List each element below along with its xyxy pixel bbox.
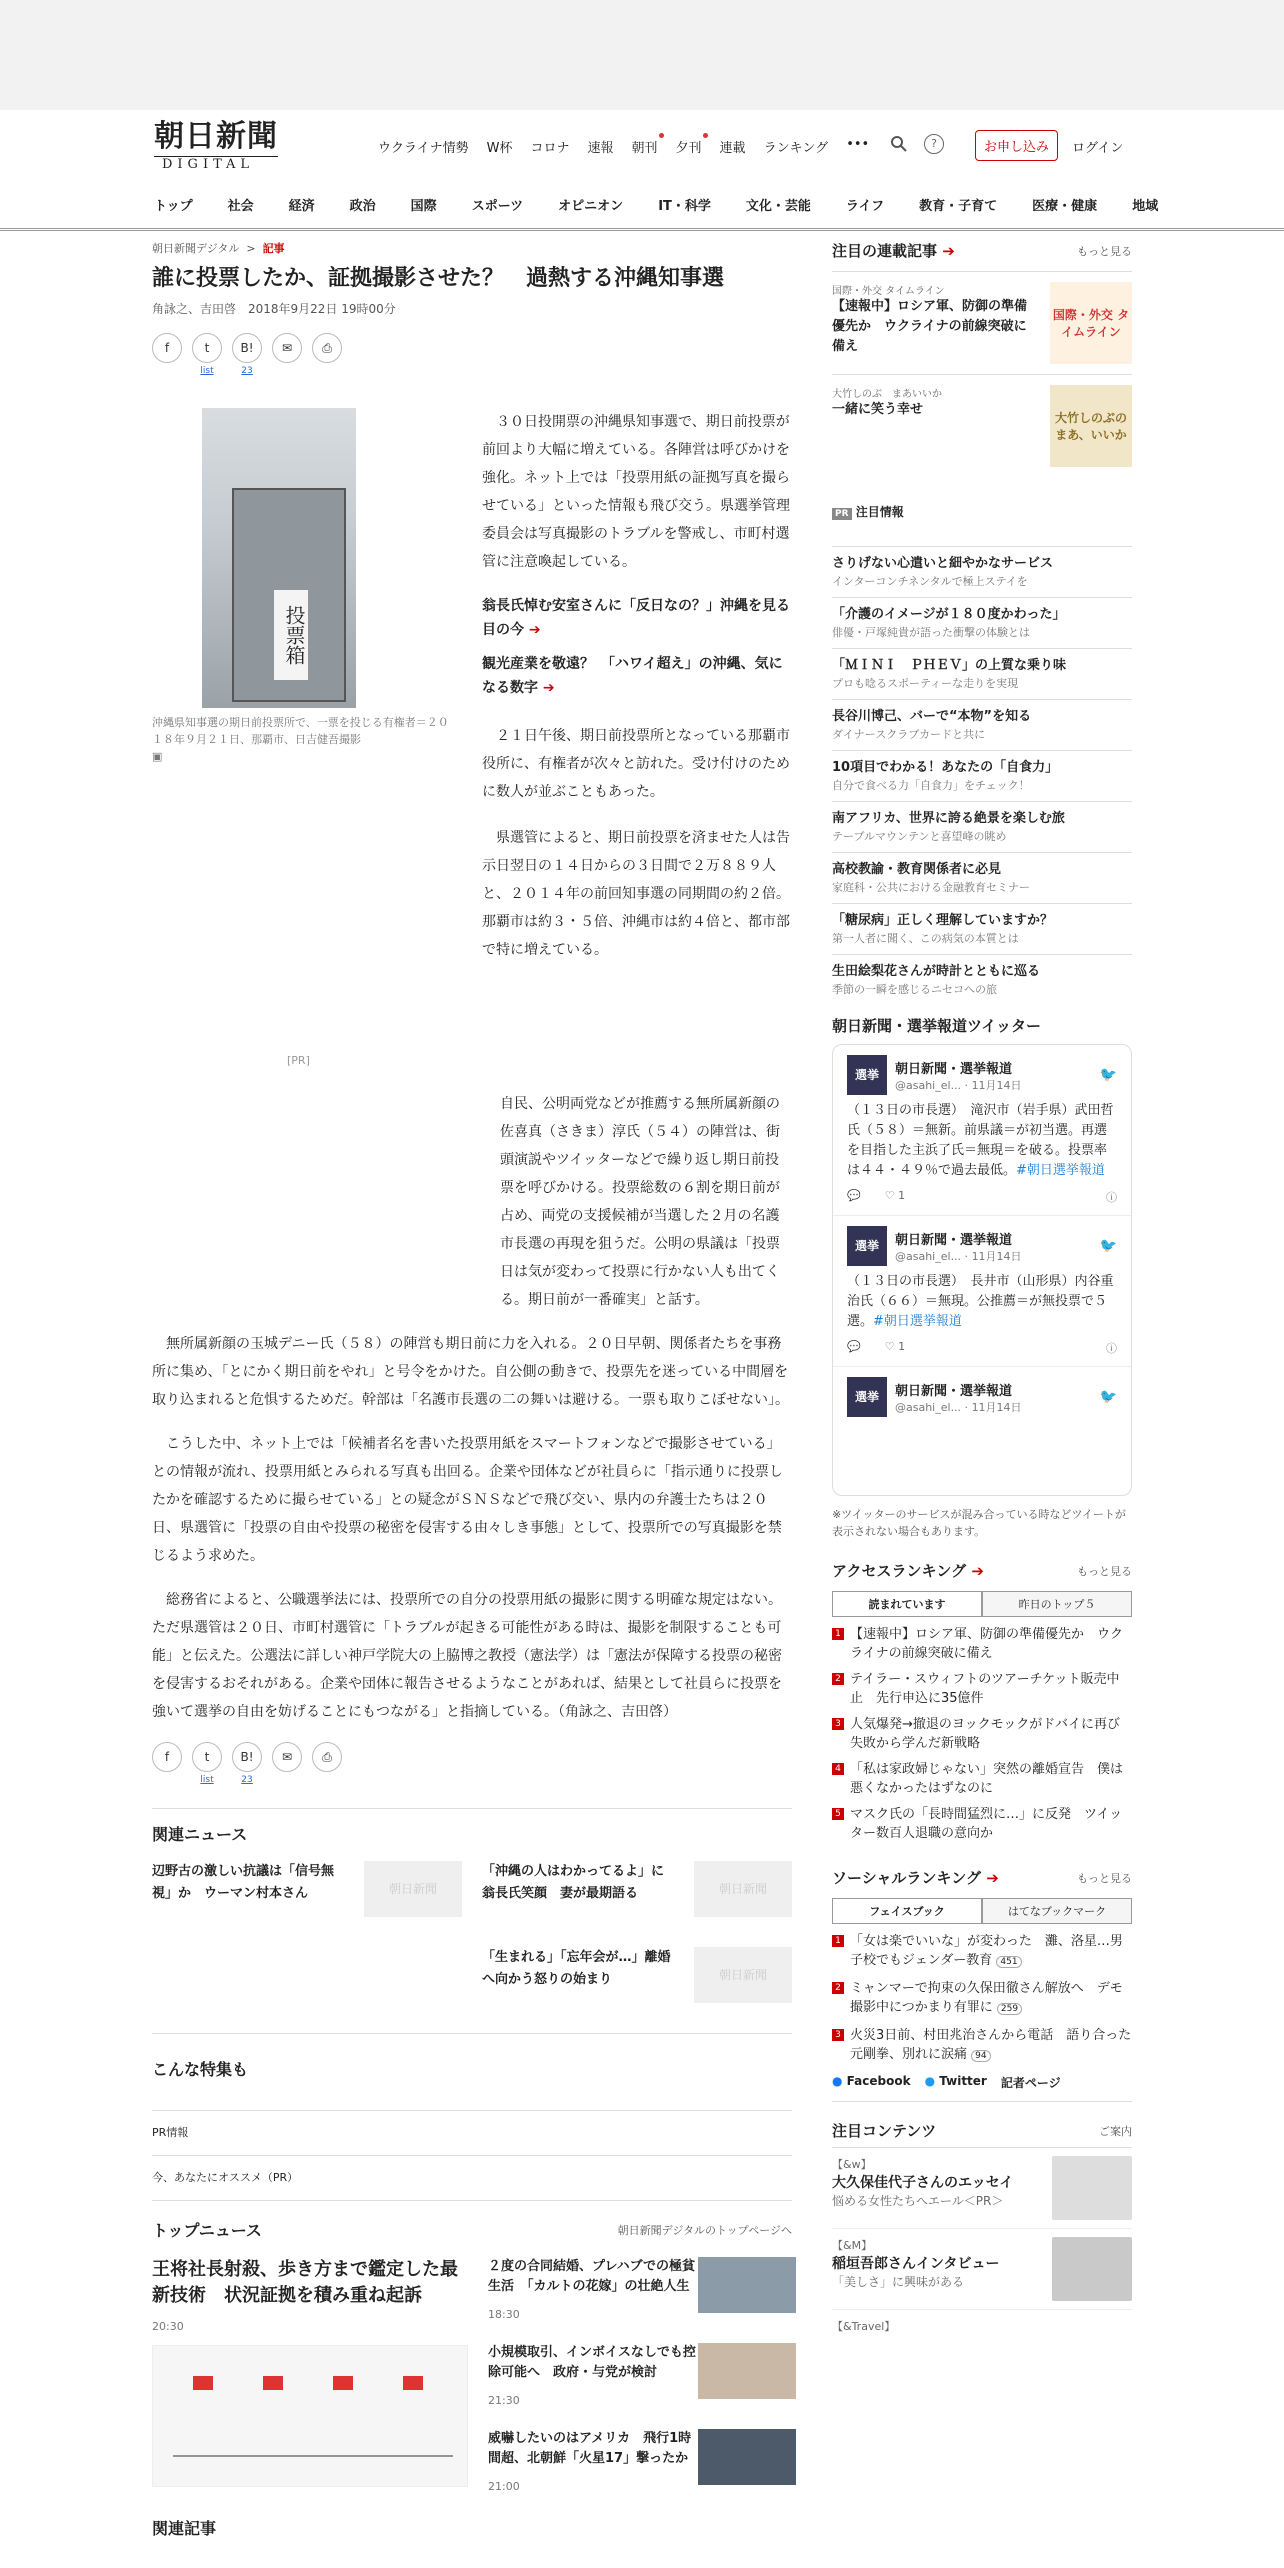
top-news-main-time: 20:30 <box>152 2320 184 2333</box>
subnav-series[interactable]: 連載 <box>719 141 746 156</box>
share-bar-top <box>152 333 812 375</box>
pr-item[interactable] <box>832 801 1132 852</box>
lead-paragraph-3: 県選管によると、期日前投票を済ませた人は告示日翌日の１４日からの３日間で２万８８９人と、２０１４年の前回知事選の同期間の約２倍。那覇市は約３・５倍、沖縄市は約４倍と、都市部で特に増えている。 <box>482 830 790 958</box>
pr-item-sub: 第一人者に聞く、この病気の本質とは <box>832 932 1019 945</box>
content-card-title: 大久保佳代子さんのエッセイ <box>832 2175 1014 2191</box>
content-card[interactable] <box>832 2148 1132 2229</box>
pr-item-title: 長谷川博己、バーで“本物”を知る <box>832 709 1032 724</box>
pr-item[interactable] <box>832 597 1132 648</box>
tweet-avatar: 選挙 <box>847 1226 887 1266</box>
like-button[interactable]: ♡ 1 <box>884 1340 906 1353</box>
ranking-item[interactable] <box>832 1805 1132 1843</box>
tweet-handle: @asahi_el... <box>895 1400 962 1414</box>
recommend-label: 今、あなたにオススメ（PR） <box>152 2155 792 2200</box>
print-icon[interactable]: ⎙ <box>312 333 342 363</box>
hatena-count[interactable]: 23 <box>241 366 253 376</box>
tweet-avatar: 選挙 <box>847 1377 887 1417</box>
top-news-list <box>488 2257 796 2501</box>
pr-item[interactable] <box>832 546 1132 597</box>
subnav-corona[interactable]: コロナ <box>530 141 570 156</box>
tweet-date: 11月14日 <box>971 1249 1022 1263</box>
top-news-thumb <box>698 2429 796 2485</box>
top-news-main-title: 王将社長射殺、歩き方まで鑑定した最新技術 状況証拠を積み重ね起訴 <box>152 2259 458 2306</box>
facebook-icon: ● <box>832 2074 843 2088</box>
mail-share-icon[interactable]: ✉ <box>272 1742 302 1772</box>
related-articles-heading: 関連記事 <box>152 2519 217 2538</box>
pr-list <box>832 546 1132 1005</box>
ranking-item-text: 【速報中】ロシア軍、防御の準備優先か ウクライナの前線突破に備え <box>850 1627 1124 1661</box>
photo-gallery-icon[interactable]: ▣ <box>152 750 163 763</box>
caption-text: 沖縄県知事選の期日前投票所で、一票を投じる有権者＝２０１８年９月２１日、那覇市、日吉健吾撮影 <box>152 716 449 746</box>
pr-title: 注目情報 <box>855 505 904 519</box>
pr-item-title: 高校教諭・教育関係者に必見 <box>832 862 1002 877</box>
nav-international[interactable]: 国際 <box>410 199 437 214</box>
top-news-title: トップニュース <box>152 2221 262 2240</box>
pr-item-title: さりげない心遣いと細やかなサービス <box>832 556 1054 571</box>
arrow-right-icon: ➔ <box>942 242 955 260</box>
social-item-text: 「女は楽でいいな」が変わった 灘、洛星…男子校でもジェンダー教育 <box>850 1934 1123 1968</box>
pr-label: [PR] <box>287 1054 310 1067</box>
pr-item-sub: 俳優・戸塚純貴が語った衝撃の体験とは <box>832 626 1030 639</box>
rank-number: 2 <box>832 1673 844 1685</box>
article-body <box>152 1090 792 2543</box>
pr-item-sub: 家庭科・公共における金融教育セミナー <box>832 881 1030 894</box>
pr-badge: PR <box>832 508 852 520</box>
facebook-link-label: Facebook <box>846 2074 911 2088</box>
serial-tag: 大竹しのぶ まあいいか <box>832 389 942 400</box>
twitter-icon: ● <box>924 2074 936 2088</box>
pr-item[interactable] <box>832 903 1132 954</box>
nav-society[interactable]: 社会 <box>227 199 254 214</box>
body-paragraph-3: こうした中、ネット上では「候補者名を書いた投票用紙をスマートフォンなどで撮影させている」との情報が流れ、投票用紙とみられる写真も出回る。企業や団体などが社員らに「指示通りに投票したかを確認するために撮らせている」との疑念がＳＮＳなどで飛び交い、県内の弁護士たちは２０日、県選管に「投票の自由や投票の秘密を侵害する由々しき事態」として、投票所での写真撮影を禁じるよう求めた。 <box>152 1436 783 1564</box>
tab-hatena[interactable]: はてなブックマーク <box>982 1898 1132 1923</box>
article-photo[interactable] <box>202 408 356 708</box>
serial-thumb: 国際・外交 タイムライン <box>1050 282 1132 364</box>
tab-most-read[interactable]: 読まれています <box>832 1591 982 1616</box>
twitter-share-icon[interactable]: t list <box>192 333 222 363</box>
nav-health[interactable]: 医療・健康 <box>1032 199 1098 214</box>
tweet-handle: @asahi_el... <box>895 1249 962 1263</box>
article-column <box>152 240 812 2538</box>
social-ranking-item[interactable] <box>832 1979 1132 2019</box>
ranking-item-text: マスク氏の「長時間猛烈に…」に反発 ツイッター数百人退職の意向か <box>850 1807 1123 1841</box>
related-news-grid <box>152 1861 792 2003</box>
print-icon[interactable]: ⎙ <box>312 1742 342 1772</box>
top-news-thumb <box>698 2257 796 2313</box>
logo-jp: 朝日新聞 <box>154 119 278 154</box>
pr-info-label: PR情報 <box>152 2110 792 2155</box>
social-tabs <box>832 1898 1132 1924</box>
pr-item-sub: テーブルマウンテンと喜望峰の眺め <box>832 830 1007 843</box>
twitter-link[interactable] <box>925 2074 987 2091</box>
content-thumb <box>1052 2156 1132 2220</box>
access-ranking-list <box>832 1625 1132 1843</box>
content-thumb <box>1052 2237 1132 2301</box>
ranking-item[interactable] <box>832 1670 1132 1708</box>
share-count: 94 <box>971 2050 990 2062</box>
tab-facebook[interactable]: フェイスブック <box>832 1898 982 1923</box>
serial-item-title: 一緒に笑う幸せ <box>832 402 924 417</box>
content-tag: 【&Travel】 <box>832 2320 896 2333</box>
site-logo[interactable] <box>154 120 278 173</box>
top-news-item-title: 小規模取引、インボイスなしでも控除可能へ 政府・与党が検討 <box>488 2345 696 2380</box>
access-tabs <box>832 1591 1132 1617</box>
article-byline: 角詠之、吉田啓 2018年9月22日 19時00分 <box>152 302 396 316</box>
pr-item-title: 生田絵梨花さんが時計とともに巡る <box>832 964 1041 979</box>
related-news-item[interactable] <box>482 1861 792 1917</box>
photo-caption <box>152 714 452 765</box>
facebook-link[interactable] <box>832 2074 911 2091</box>
tweet-avatar: 選挙 <box>847 1055 887 1095</box>
pr-item-title: 南アフリカ、世界に誇る絶景を楽しむ旅 <box>832 811 1065 826</box>
tweet-author: 朝日新聞・選挙報道 <box>895 1061 1013 1077</box>
pr-item-title: 「ＭＩＮＩ ＰＨＥＶ」の上質な乗り味 <box>832 658 1067 673</box>
infographic-image <box>152 2345 468 2487</box>
body-paragraph-4: 総務省によると、公職選挙法には、投票所での自分の投票用紙の撮影に関する明確な規定はない。ただ県選管は２０日、市町村選管に「トラブルが起きる可能性がある時は、撮影を制限することも可能」と伝えた。公選法に詳しい神戸学院大の上脇博之教授（憲法学）は「憲法が保障する投票の秘密を侵害するおそれがある。企業や団体に報告させるようなことがあれば、結果として社員らに投票を強いて選挙の自由を妨げることにもつながる」と指摘している。（角詠之、吉田啓） <box>152 1592 782 1720</box>
serial-more-link[interactable]: もっと見る <box>1077 244 1132 258</box>
pr-item-sub: 自分で食べる力「自食力」をチェック！ <box>832 779 1030 792</box>
tweet-hashtag[interactable]: #朝日選挙報道 <box>1016 1163 1105 1178</box>
body-paragraph-1: 自民、公明両党などが推薦する無所属新顔の佐喜真（さきま）淳氏（５４）の陣営は、街頭演説やツイッターなどで繰り返し期日前投票を呼びかける。投票総数の６割を期日前が占め、両党の支援候補が当選した２月の名護市長選の再現を狙うだ。公明の県議は「投票日は気が変わって投票に行かない人も出てくる。期日前が一番確実」と話す。 <box>500 1096 780 1308</box>
content-tag: 【&M】 <box>832 2239 873 2252</box>
pr-item-sub: プロも唸るスポーティーな走りを実現 <box>832 677 1019 690</box>
content-card-sub: 「美しさ」に興味がある <box>832 2275 965 2289</box>
nav-culture[interactable]: 文化・芸能 <box>745 199 811 214</box>
reply-icon[interactable]: 💬 <box>847 1189 861 1202</box>
hatena-count[interactable]: 23 <box>241 1775 253 1785</box>
top-news-main[interactable] <box>152 2257 468 2501</box>
inline-related-1-text: 翁長氏悼む安室さんに「反日なの？」沖縄を見る目の今 <box>482 598 790 638</box>
content-tag: 【&w】 <box>832 2158 872 2171</box>
feature-title: こんな特集も <box>152 2060 249 2079</box>
social-ranking-title: ソーシャルランキング <box>832 1869 981 1887</box>
feature-section <box>152 2033 792 2200</box>
subnav-breaking[interactable]: 速報 <box>587 141 614 156</box>
access-ranking-title: アクセスランキング <box>832 1562 967 1580</box>
arrow-right-icon: ➔ <box>528 622 541 638</box>
ballot-box-label: 投票箱 <box>274 590 308 680</box>
tweet-author: 朝日新聞・選挙報道 <box>895 1383 1013 1399</box>
nav-region[interactable]: 地域 <box>1132 199 1159 214</box>
subnav-evening[interactable]: 夕刊 <box>676 137 702 156</box>
twitter-bird-icon: 🐦 <box>1099 1238 1117 1254</box>
nav-education[interactable]: 教育・子育て <box>919 199 998 214</box>
serial-item[interactable] <box>832 374 1132 477</box>
facebook-share-icon[interactable]: f <box>152 333 182 363</box>
arrow-right-icon: ➔ <box>542 680 555 696</box>
subnav-morning[interactable]: 朝刊 <box>632 137 658 156</box>
header-icons <box>890 134 944 154</box>
nav-opinion[interactable]: オピニオン <box>558 199 624 214</box>
nav-it-science[interactable]: IT・科学 <box>658 199 711 214</box>
social-item-text: 火災3日前、村田兆治さんから電話 語り合った元剛拳、別れに涙痛 <box>850 2028 1132 2062</box>
top-news-item[interactable] <box>488 2343 796 2415</box>
top-news-item-title: ２度の合同結婚、プレハブでの極貧生活 「カルトの花嫁」の壮絶人生 <box>488 2259 695 2294</box>
breadcrumb-section[interactable]: 記事 <box>262 242 285 255</box>
logo-en: DIGITAL <box>154 156 278 173</box>
subnav-ukraine[interactable]: ウクライナ情勢 <box>378 141 469 156</box>
twitter-bird-icon: 🐦 <box>1099 1389 1117 1405</box>
content-header <box>832 2120 1132 2148</box>
pr-item[interactable] <box>832 954 1132 1005</box>
social-more-link[interactable]: もっと見る <box>1077 1871 1132 1885</box>
like-count: 1 <box>898 1340 906 1353</box>
ranking-item-text: 人気爆発→撤退のヨックモックがドバイに再び 失敗から学んだ新戦略 <box>850 1717 1133 1751</box>
mail-share-icon[interactable]: ✉ <box>272 333 302 363</box>
tweet-author: 朝日新聞・選挙報道 <box>895 1232 1013 1248</box>
arrow-right-icon: ➔ <box>986 1869 999 1887</box>
social-ranking-list <box>832 1932 1132 2066</box>
access-more-link[interactable]: もっと見る <box>1077 1564 1132 1578</box>
twitter-link-label: Twitter <box>939 2074 987 2088</box>
body-paragraph-2: 無所属新顔の玉城デニー氏（５８）の陣営も期日前に力を入れる。２０日早朝、関係者たちを事務所に集め、「とにかく期日前をやれ」と号令をかけた。自公側の動きで、投票先を迷っている中間層を取り込まれると危惧するためだ。幹部は「名護市長選の二の舞いは避ける。一票も取りこぼせない」。 <box>152 1336 789 1408</box>
content-guide-link[interactable]: ご案内 <box>1099 2124 1132 2138</box>
hatena-bookmark-icon[interactable]: B! 23 <box>232 1742 262 1772</box>
top-news-item-time: 21:30 <box>488 2394 520 2407</box>
breadcrumb-site[interactable]: 朝日新聞デジタル <box>152 242 240 255</box>
content-title: 注目コンテンツ <box>832 2122 937 2140</box>
pr-item[interactable] <box>832 699 1132 750</box>
content-card[interactable] <box>832 2229 1132 2310</box>
twitter-share-icon[interactable]: t list <box>192 1742 222 1772</box>
rank-number: 2 <box>832 1982 844 1994</box>
related-news-text: 「生まれる」「忘年会が…」離婚へ向かう怒りの始まり <box>482 1950 671 1987</box>
main-nav <box>154 195 1193 214</box>
tweet-date: 11月14日 <box>971 1400 1022 1414</box>
top-news-thumb <box>698 2343 796 2399</box>
related-news-item[interactable] <box>152 1861 462 1917</box>
serial-item-title: 【速報中】ロシア軍、防御の準備優先か ウクライナの前線突破に備え <box>832 299 1028 354</box>
inline-related-1[interactable] <box>482 594 792 642</box>
browser-top-margin <box>0 0 1284 110</box>
serial-thumb: 大竹しのぶの まあ、いいか <box>1050 385 1132 467</box>
twitter-header <box>832 1015 1132 1036</box>
related-thumb: 朝日新聞 <box>364 1861 462 1917</box>
rank-number: 3 <box>832 2029 844 2041</box>
site-header <box>0 110 1284 231</box>
twitter-timeline[interactable] <box>832 1044 1132 1496</box>
rank-number: 1 <box>832 1628 844 1640</box>
sub-nav <box>378 137 887 156</box>
nav-top[interactable]: トップ <box>154 199 193 214</box>
twitter-section-title: 朝日新聞・選挙報道ツイッター <box>832 1017 1041 1035</box>
like-count: 1 <box>898 1189 906 1202</box>
social-item-text: ミャンマーで拘束の久保田徹さん解放へ デモ撮影中につかまり有罪に <box>850 1981 1123 2015</box>
share-count: 259 <box>997 2003 1022 2015</box>
social-ranking-item[interactable] <box>832 2026 1132 2066</box>
top-news-item[interactable] <box>488 2429 796 2501</box>
ballot-box-illustration <box>232 488 346 702</box>
related-thumb: 朝日新聞 <box>694 1861 792 1917</box>
pr-item[interactable] <box>832 648 1132 699</box>
nav-economy[interactable]: 経済 <box>288 199 315 214</box>
serial-item[interactable] <box>832 271 1132 374</box>
article-title: 誰に投票したか、証拠撮影させた？ 過熱する沖縄知事選 <box>152 266 725 291</box>
related-news-text: 「沖縄の人はわかってるよ」に翁長氏笑顔 妻が最期語る <box>482 1864 665 1901</box>
top-news-section <box>152 2200 792 2543</box>
top-page-link[interactable]: 朝日新聞デジタルのトップページへ <box>617 2224 792 2237</box>
breadcrumb-sep: > <box>246 242 256 255</box>
rank-number: 5 <box>832 1808 844 1820</box>
infographic-chart <box>153 2346 467 2486</box>
pr-item-sub: ダイナースクラブカードと共に <box>832 728 986 741</box>
serial-header <box>832 240 1132 261</box>
social-ranking-item[interactable] <box>832 1932 1132 1972</box>
reporter-page-link[interactable]: 記者ページ <box>1000 2076 1061 2090</box>
tweet-handle: @asahi_el... <box>895 1078 962 1092</box>
pr-item-title: 「糖尿病」正しく理解していますか？ <box>832 913 1054 928</box>
tweet[interactable]: 選挙 朝日新聞・選挙報道 @asahi_el... · 11月14日 🐦 <box>833 1367 1131 1427</box>
serial-tag: 国際・外交 タイムライン <box>832 286 945 297</box>
ranking-item-text: 「私は家政婦じゃない」突然の離婚宣告 僕は悪くなかったはずなのに <box>850 1762 1124 1796</box>
article-lead <box>482 408 792 982</box>
inline-related-2-text: 観光産業を敬遠？ 「ハワイ超え」の沖縄、気になる数字 <box>482 656 783 696</box>
share-bar-bottom <box>152 1742 792 1784</box>
facebook-share-icon[interactable]: f <box>152 1742 182 1772</box>
hatena-bookmark-icon[interactable]: B! 23 <box>232 333 262 363</box>
inline-related-2[interactable] <box>482 652 792 700</box>
ranking-item[interactable] <box>832 1760 1132 1798</box>
tweet-hashtag[interactable]: #朝日選挙報道 <box>873 1314 962 1329</box>
ranking-item-text: テイラー・スウィフトのツアーチケット販売中止 先行申込に35億件 <box>850 1672 1120 1706</box>
pr-item-title: 10項目でわかる！あなたの「自食力」 <box>832 760 1059 775</box>
twitter-bird-icon: 🐦 <box>1099 1067 1117 1083</box>
top-news-item-time: 21:00 <box>488 2480 520 2493</box>
nav-sports[interactable]: スポーツ <box>471 199 524 214</box>
reply-icon[interactable]: 💬 <box>847 1340 861 1353</box>
tweet-text: （１３日の市長選） 長井市（山形県）内谷重治氏（６６）＝無現。公推薦＝が無投票で５選。 <box>847 1274 1114 1329</box>
related-news-item[interactable] <box>482 1947 792 2003</box>
info-icon[interactable]: ⓘ <box>1106 1342 1117 1355</box>
sidebar <box>832 240 1132 2342</box>
rank-number: 4 <box>832 1763 844 1775</box>
rank-number: 1 <box>832 1935 844 1947</box>
twitter-list-link[interactable]: list <box>200 1775 214 1785</box>
subnav-worldcup[interactable]: W杯 <box>486 141 513 156</box>
content-card-sub: 悩める女性たちへエール＜PR＞ <box>832 2194 1004 2208</box>
access-ranking-header <box>832 1560 1132 1581</box>
subnav-ranking[interactable]: ランキング <box>763 141 829 156</box>
social-ranking-header <box>832 1867 1132 1888</box>
lead-paragraph-1: ３０日投開票の沖縄県知事選で、期日前投票が前回より大幅に増えている。各陣営は呼びかけを強化。ネット上では「投票用紙の証拠写真を撮らせている」といった情報も飛び交う。県選挙管理委員会は写真撮影のトラブルを警戒し、市町村選管に注意喚起している。 <box>482 414 790 570</box>
top-news-item[interactable] <box>488 2257 796 2329</box>
arrow-right-icon: ➔ <box>971 1562 984 1580</box>
content-card[interactable] <box>832 2310 1132 2342</box>
related-news-section <box>152 1808 792 2003</box>
pr-item-sub: 季節の一瞬を感じるニセコへの旅 <box>832 983 997 996</box>
rank-number: 3 <box>832 1718 844 1730</box>
pr-item[interactable] <box>832 750 1132 801</box>
tweet[interactable]: 選挙 朝日新聞・選挙報道 @asahi_el... · 11月14日 🐦 （１３日の市長選） 滝沢市（岩手県）武田哲氏（５８）＝無新。前県議＝が初当選。再選を目指した主浜了氏＝無現＝を破る。投票率は４４・４９％で過去最低。#朝日選挙報道 💬 ♡ 1 ⓘ <box>833 1045 1131 1216</box>
nav-politics[interactable]: 政治 <box>349 199 376 214</box>
serial-list <box>832 271 1132 477</box>
content-card-title: 稲垣吾郎さんインタビュー <box>832 2256 1000 2272</box>
pr-header <box>832 503 1132 520</box>
share-count: 451 <box>996 1956 1021 1968</box>
social-links <box>832 2074 1132 2102</box>
pr-item-title: 「介護のイメージが１８０度かわった」 <box>832 607 1066 622</box>
top-news-item-title: 威嚇したいのはアメリカ 飛行1時間超、北朝鮮「火星17」撃ったか <box>488 2431 692 2466</box>
related-thumb: 朝日新聞 <box>694 1947 792 2003</box>
pr-item[interactable] <box>832 852 1132 903</box>
tweet[interactable]: 選挙 朝日新聞・選挙報道 @asahi_el... · 11月14日 🐦 （１３日の市長選） 長井市（山形県）内谷重治氏（６６）＝無現。公推薦＝が無投票で５選。#朝日選挙報道 💬 ♡ 1 ⓘ <box>833 1216 1131 1367</box>
search-icon[interactable] <box>890 135 908 153</box>
ranking-item[interactable] <box>832 1715 1132 1753</box>
tweet-date: 11月14日 <box>971 1078 1022 1092</box>
lead-paragraph-2: ２１日午後、期日前投票所となっている那覇市役所に、有権者が次々と訪れた。受け付けのために数人が並ぶこともあった。 <box>482 728 790 800</box>
help-icon[interactable]: ? <box>924 134 944 154</box>
login-link[interactable]: ログイン <box>1072 141 1124 156</box>
twitter-note: ※ツイッターのサービスが混み合っている時などツイートが表示されない場合もあります。 <box>832 1508 1126 1538</box>
breadcrumb <box>152 240 812 256</box>
like-button[interactable]: ♡ 1 <box>884 1189 906 1202</box>
ranking-item[interactable] <box>832 1625 1132 1663</box>
more-menu-icon[interactable]: ••• <box>846 137 870 152</box>
twitter-list-link[interactable]: list <box>200 366 214 376</box>
info-icon[interactable]: ⓘ <box>1106 1191 1117 1204</box>
tab-yesterday-top5[interactable]: 昨日のトップ５ <box>982 1591 1132 1616</box>
top-news-item-time: 18:30 <box>488 2308 520 2321</box>
nav-life[interactable]: ライフ <box>845 199 885 214</box>
signup-button[interactable]: お申し込み <box>975 130 1058 161</box>
pr-item-sub: インターコンチネンタルで極上ステイを <box>832 575 1028 588</box>
related-news-title: 関連ニュース <box>152 1825 248 1844</box>
related-news-text: 辺野古の激しい抗議は「信号無視」か ウーマン村本さん <box>152 1864 335 1901</box>
tweet-text: （１３日の市長選） 滝沢市（岩手県）武田哲氏（５８）＝無新。前県議＝が初当選。再選を目指した主浜了氏＝無現＝を破る。投票率は４４・４９％で過去最低。 <box>847 1103 1114 1178</box>
serial-title: 注目の連載記事 <box>832 242 938 260</box>
